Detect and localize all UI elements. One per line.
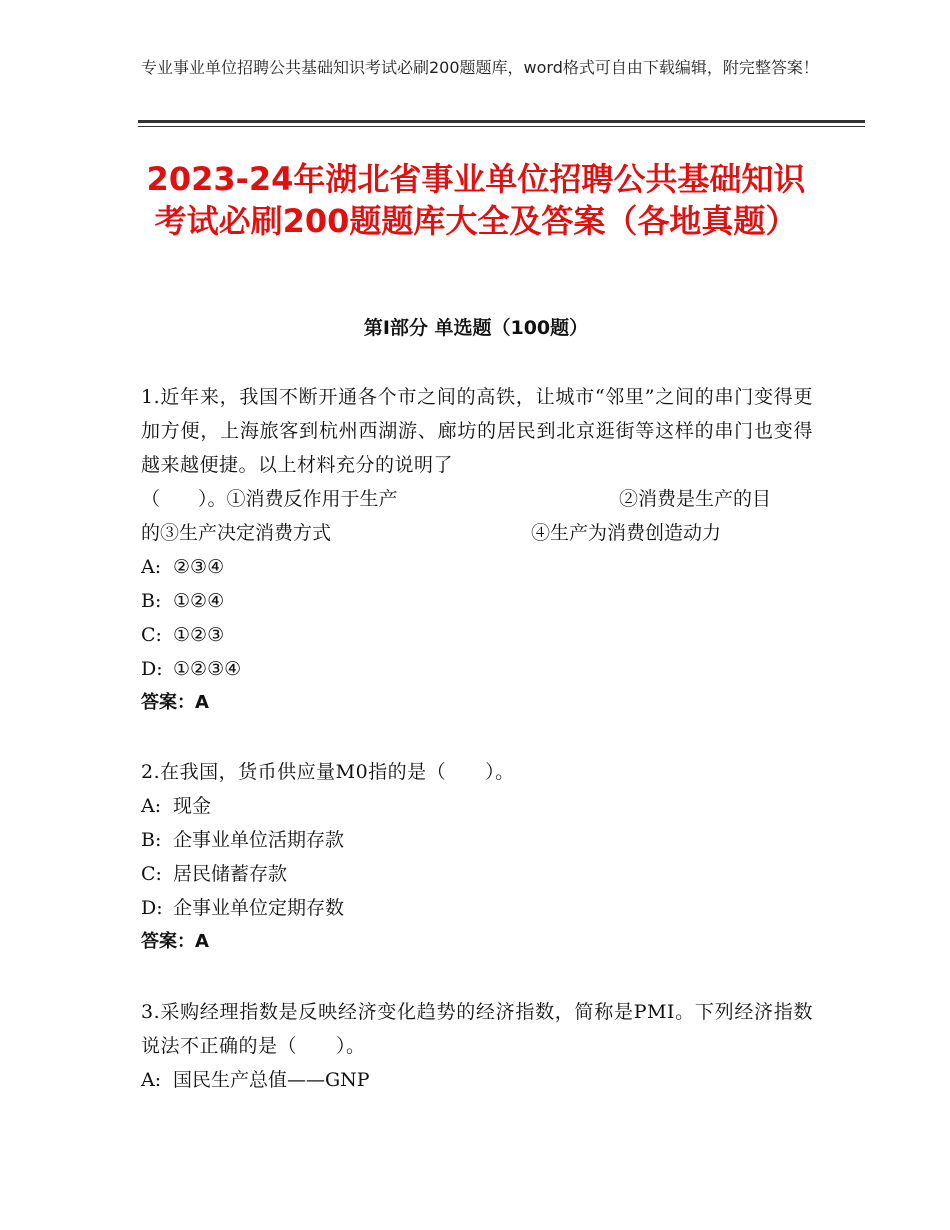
question-1-statement-4: ④生产为消费创造动力 xyxy=(531,522,722,544)
question-1-option-b: B: ①②④ xyxy=(141,590,225,612)
header-note: 专业事业单位招聘公共基础知识考试必刷200题题库，word格式可自由下载编辑，附完整答案！ xyxy=(141,58,819,77)
question-2-option-d: D: 企事业单位定期存数 xyxy=(141,897,345,919)
question-1-stem: 1.近年来，我国不断开通各个市之间的高铁，让城市“邻里”之间的串门变得更加方便，上海旅客到杭州西湖游、廊坊的居民到北京逛街等这样的串门也变得越来越便捷。以上材料充分的说明了 xyxy=(141,386,813,476)
question-1-option-a: A: ②③④ xyxy=(141,556,225,578)
question-2 xyxy=(141,755,813,959)
question-2-option-b: B: 企事业单位活期存款 xyxy=(141,829,345,851)
question-2-option-a: A: 现金 xyxy=(141,795,212,817)
question-1-statement-2: ②消费是生产的目 xyxy=(619,488,772,510)
question-1-statement-1: （ ）。①消费反作用于生产 xyxy=(141,488,398,510)
question-1-statements-line-2 xyxy=(141,516,813,550)
question-3-stem: 3.采购经理指数是反映经济变化趋势的经济指数，简称是PMI。下列经济指数说法不正确的是（ ）。 xyxy=(141,1001,813,1057)
document-title: 2023-24年湖北省事业单位招聘公共基础知识考试必刷200题题库大全及答案（各地真题） xyxy=(146,160,806,240)
question-1-option-d: D: ①②③④ xyxy=(141,658,242,680)
header-rule-thin xyxy=(138,126,865,127)
question-1-statement-3: 的③生产决定消费方式 xyxy=(141,522,332,544)
question-1-statements-line-1 xyxy=(141,482,813,516)
section-title: 第Ⅰ部分 单选题（100题） xyxy=(363,317,589,339)
question-2-stem: 2.在我国，货币供应量M0指的是（ ）。 xyxy=(141,761,515,783)
header-rule-thick xyxy=(138,120,865,123)
question-1-option-c: C: ①②③ xyxy=(141,624,225,646)
question-2-answer: 答案：A xyxy=(141,931,209,952)
question-3 xyxy=(141,995,813,1097)
question-2-option-c: C: 居民储蓄存款 xyxy=(141,863,288,885)
question-1-answer: 答案：A xyxy=(141,692,209,713)
question-3-option-a: A: 国民生产总值——GNP xyxy=(141,1069,370,1091)
question-1 xyxy=(141,380,813,720)
